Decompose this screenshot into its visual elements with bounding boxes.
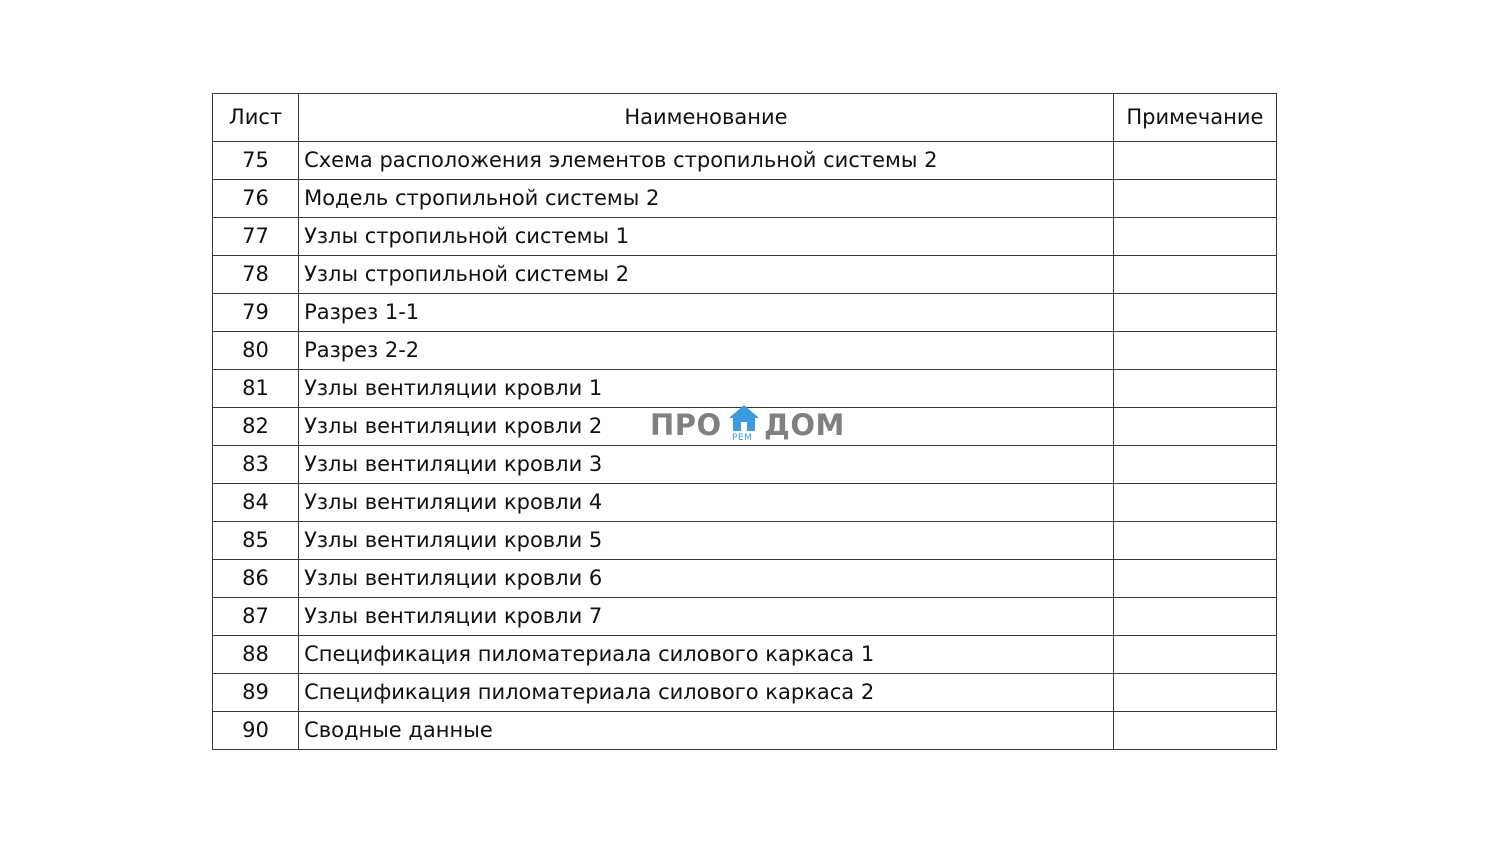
sheet-name: Узлы вентиляции кровли 5 <box>299 522 1114 560</box>
header-name: Наименование <box>299 94 1114 142</box>
table-row <box>213 560 1277 598</box>
sheet-number: 84 <box>213 484 299 522</box>
sheet-number: 79 <box>213 294 299 332</box>
table-row <box>213 180 1277 218</box>
sheet-number: 76 <box>213 180 299 218</box>
sheet-name: Узлы вентиляции кровли 2 <box>299 408 1114 446</box>
sheet-note <box>1113 180 1276 218</box>
sheet-number: 81 <box>213 370 299 408</box>
sheet-number: 77 <box>213 218 299 256</box>
table-row <box>213 674 1277 712</box>
table-row <box>213 636 1277 674</box>
sheet-number: 75 <box>213 142 299 180</box>
table-row <box>213 712 1277 750</box>
sheet-number: 82 <box>213 408 299 446</box>
sheet-name: Разрез 1-1 <box>299 294 1114 332</box>
sheet-name: Схема расположения элементов стропильной системы 2 <box>299 142 1114 180</box>
sheet-name: Сводные данные <box>299 712 1114 750</box>
sheet-note <box>1113 674 1276 712</box>
watermark-text-left: ПРО <box>650 408 722 442</box>
sheet-number: 88 <box>213 636 299 674</box>
sheet-note <box>1113 294 1276 332</box>
table-header-row <box>213 94 1277 142</box>
sheet-note <box>1113 636 1276 674</box>
sheet-note <box>1113 484 1276 522</box>
sheet-name: Разрез 2-2 <box>299 332 1114 370</box>
table-row <box>213 370 1277 408</box>
sheet-number: 87 <box>213 598 299 636</box>
sheet-note <box>1113 256 1276 294</box>
sheet-list-table <box>212 93 1277 750</box>
sheet-note <box>1113 408 1276 446</box>
table-row <box>213 218 1277 256</box>
watermark-text-right: ДОМ <box>764 408 845 442</box>
sheet-name: Узлы вентиляции кровли 1 <box>299 370 1114 408</box>
table-row <box>213 294 1277 332</box>
table-row <box>213 408 1277 446</box>
sheet-note <box>1113 218 1276 256</box>
sheet-note <box>1113 522 1276 560</box>
sheet-note <box>1113 332 1276 370</box>
table-row <box>213 142 1277 180</box>
table-row <box>213 484 1277 522</box>
header-note: Примечание <box>1113 94 1276 142</box>
sheet-name: Узлы вентиляции кровли 7 <box>299 598 1114 636</box>
sheet-name: Узлы вентиляции кровли 4 <box>299 484 1114 522</box>
sheet-name: Спецификация пиломатериала силового каркаса 1 <box>299 636 1114 674</box>
table-row <box>213 598 1277 636</box>
sheet-name: Модель стропильной системы 2 <box>299 180 1114 218</box>
table-row <box>213 446 1277 484</box>
sheet-name: Узлы стропильной системы 2 <box>299 256 1114 294</box>
sheet-name: Спецификация пиломатериала силового каркаса 2 <box>299 674 1114 712</box>
sheet-name: Узлы вентиляции кровли 3 <box>299 446 1114 484</box>
table-row <box>213 332 1277 370</box>
sheet-note <box>1113 712 1276 750</box>
sheet-note <box>1113 142 1276 180</box>
sheet-number: 90 <box>213 712 299 750</box>
sheet-number: 86 <box>213 560 299 598</box>
sheet-number: 80 <box>213 332 299 370</box>
watermark-subtext: РЕМ <box>732 433 753 443</box>
sheet-name: Узлы вентиляции кровли 6 <box>299 560 1114 598</box>
table-row <box>213 522 1277 560</box>
sheet-note <box>1113 598 1276 636</box>
sheet-name: Узлы стропильной системы 1 <box>299 218 1114 256</box>
sheet-number: 78 <box>213 256 299 294</box>
sheet-number: 83 <box>213 446 299 484</box>
table-row <box>213 256 1277 294</box>
sheet-note <box>1113 370 1276 408</box>
sheet-note <box>1113 446 1276 484</box>
header-sheet: Лист <box>213 94 299 142</box>
sheet-number: 85 <box>213 522 299 560</box>
sheet-number: 89 <box>213 674 299 712</box>
sheet-note <box>1113 560 1276 598</box>
